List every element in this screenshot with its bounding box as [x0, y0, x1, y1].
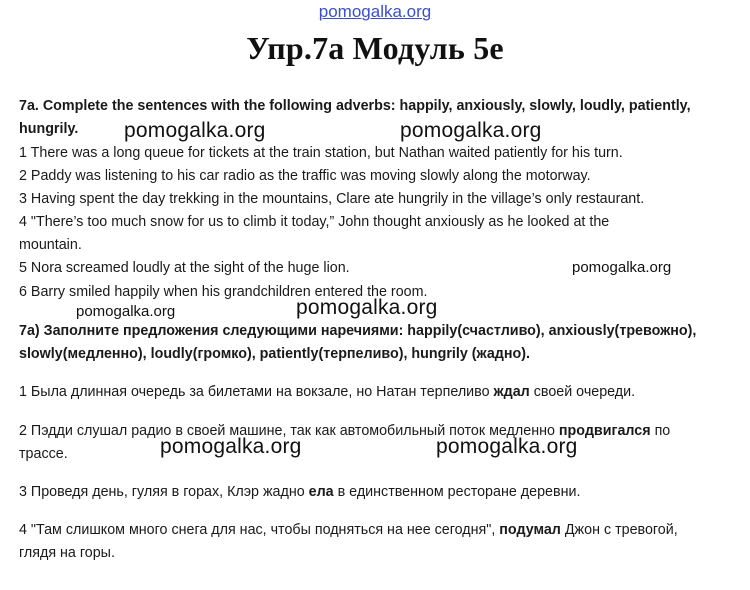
task-en-sentence-4-cont: mountain. — [19, 237, 82, 253]
watermark: pomogalka.org — [124, 119, 266, 142]
watermark: pomogalka.org — [76, 303, 176, 320]
sentence-text: 4 "Там слишком много снега для нас, чтобы подняться на нее сегодня", — [19, 522, 500, 538]
sentence-text: 3 Проведя день, гуляя в горах, Клэр жадно — [19, 484, 309, 500]
task-ru-sentence-1 — [19, 383, 635, 401]
watermark: pomogalka.org — [296, 296, 438, 319]
task-ru-sentence-4 — [19, 521, 678, 539]
task-en-sentence-5: 5 Nora screamed loudly at the sight of the huge lion. — [19, 260, 350, 276]
sentence-text: своей очереди. — [529, 384, 636, 400]
sentence-text: по — [650, 423, 671, 439]
task-ru-sentence-4-cont: глядя на горы. — [19, 545, 115, 561]
answer-verb: подумал — [499, 522, 561, 538]
sentence-text: 2 Пэдди слушал радио в своей машине, так как автомобильный поток медленно — [19, 423, 559, 439]
watermark: pomogalka.org — [572, 259, 672, 276]
task-en-instruction: 7a. Complete the sentences with the following adverbs: happily, anxiously, slowly, loudly, patiently, — [19, 98, 691, 114]
task-ru-instruction: 7а) Заполните предложения следующими наречиями: happily(счастливо), anxiously(тревожно), — [19, 323, 697, 339]
answer-verb: продвигался — [558, 423, 651, 439]
sentence-text: в единственном ресторане деревни. — [333, 484, 581, 500]
answer-verb: ждал — [493, 384, 530, 400]
sentence-text: 1 Была длинная очередь за билетами на вокзале, но Натан терпеливо — [19, 384, 494, 400]
task-en-sentence-2: 2 Paddy was listening to his car radio as the traffic was moving slowly along the motorway. — [19, 168, 591, 184]
site-link[interactable]: pomogalka.org — [318, 2, 432, 21]
task-ru-instruction-cont: slowly(медленно), loudly(громко), patiently(терпеливо), hungrily (жадно). — [19, 346, 530, 362]
task-en-instruction-cont: hungrily. — [19, 121, 79, 137]
task-ru-sentence-3 — [19, 483, 580, 501]
task-en-sentence-4: 4 "There’s too much snow for us to climb it today,” John thought anxiously as he looked at the — [19, 214, 610, 230]
watermark: pomogalka.org — [400, 119, 542, 142]
answer-verb: ела — [308, 484, 334, 500]
page-title: Упр.7а Модуль 5е — [246, 30, 504, 66]
task-ru-sentence-2-cont: трассе. — [19, 446, 68, 462]
task-en-sentence-6: 6 Barry smiled happily when his grandchildren entered the room. — [19, 284, 428, 300]
task-en-sentence-3: 3 Having spent the day trekking in the mountains, Clare ate hungrily in the village’s only restaurant. — [19, 191, 645, 207]
watermark: pomogalka.org — [160, 435, 302, 458]
sentence-text: Джон с тревогой, — [560, 522, 678, 538]
watermark: pomogalka.org — [436, 435, 578, 458]
task-en-sentence-1: 1 There was a long queue for tickets at the train station, but Nathan waited patiently for his turn. — [19, 145, 623, 161]
